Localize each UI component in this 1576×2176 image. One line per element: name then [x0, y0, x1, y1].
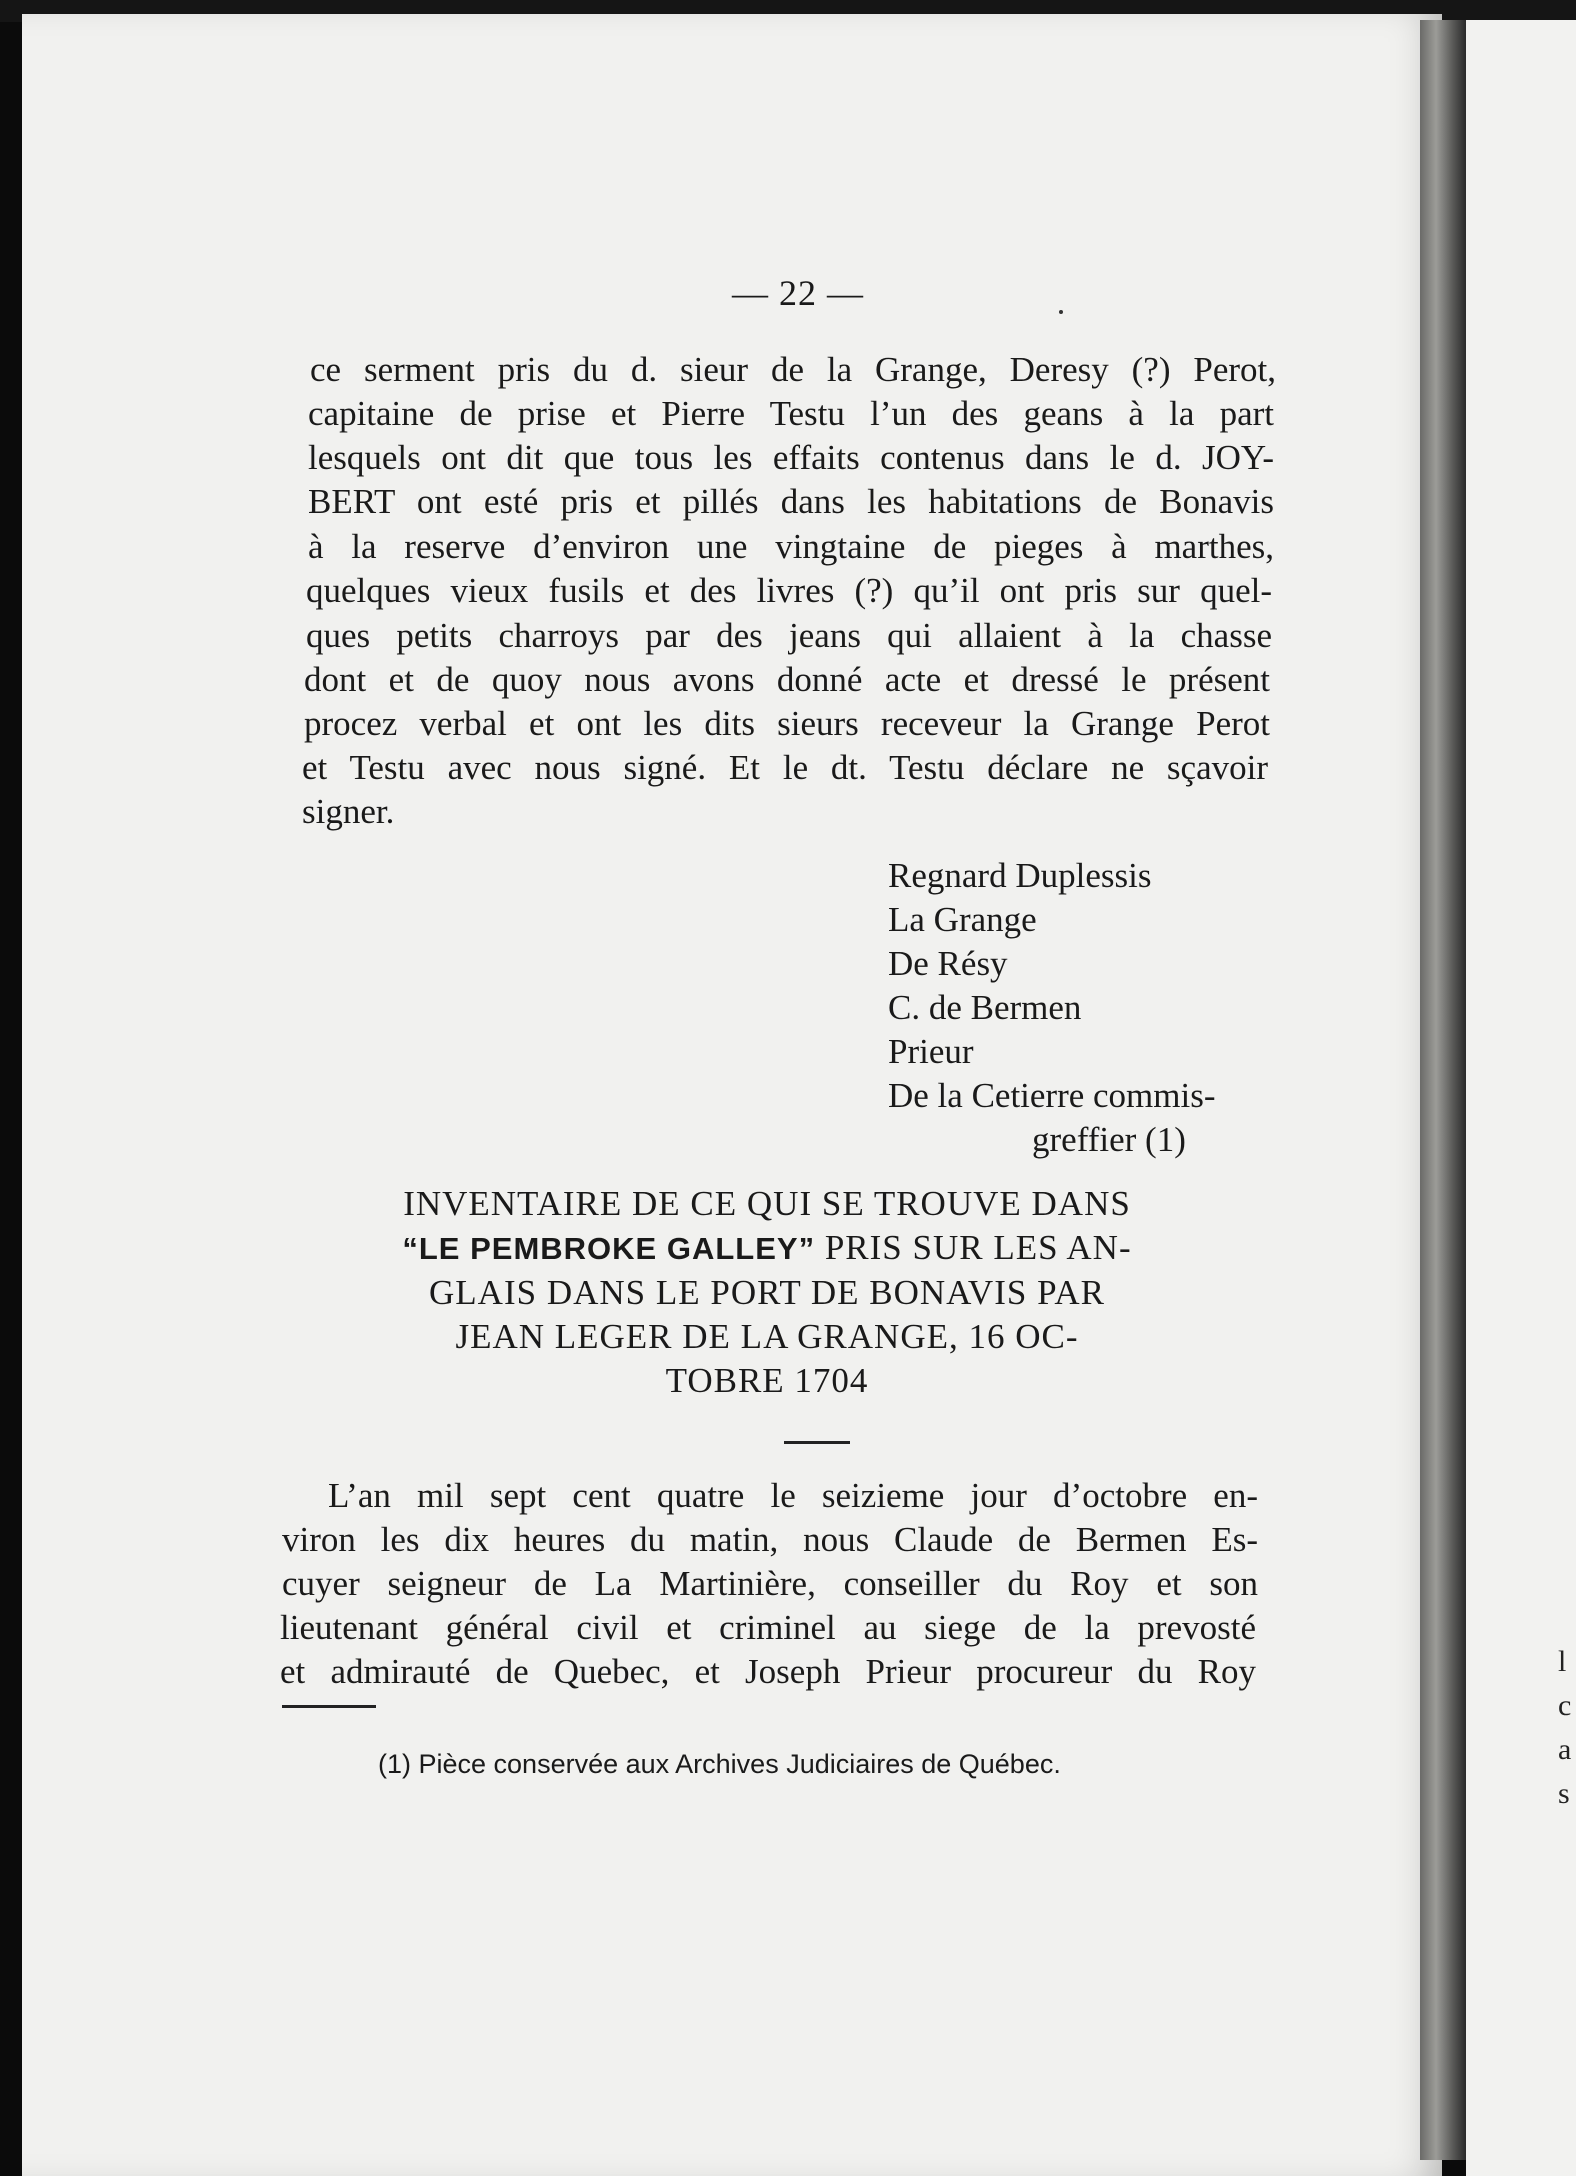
text-line: quelques vieux fusils et des livres (?) qu’il ont pris sur quel- [306, 571, 1272, 610]
adjacent-page-letter: l [1558, 1645, 1567, 1678]
title-line-rest: PRIS SUR LES AN- [815, 1228, 1132, 1267]
text-line: ce serment pris du d. sieur de la Grange, Deresy (?) Perot, [310, 350, 1276, 389]
text-line: capitaine de prise et Pierre Testu l’un des geans à la part [308, 394, 1274, 433]
text-line: signer. [302, 792, 395, 831]
title-line [322, 1226, 1212, 1271]
title-line: TOBRE 1704 [665, 1361, 869, 1400]
text-line: ques petits charroys par des jeans qui allaient à la chasse [306, 616, 1272, 655]
ink-speck [1059, 310, 1063, 314]
title-line: JEAN LEGER DE LA GRANGE, 16 OC- [455, 1317, 1079, 1356]
book-spine [1420, 20, 1466, 2160]
text-line: procez verbal et ont les dits sieurs receveur la Grange Perot [304, 704, 1270, 743]
page-number: — 22 — [732, 273, 864, 313]
signature: La Grange [888, 900, 1037, 939]
text-line: L’an mil sept cent quatre le seizieme jour d’octobre en- [328, 1476, 1258, 1515]
ship-name: “LE PEMBROKE GALLEY” [402, 1231, 816, 1266]
text-line: et Testu avec nous signé. Et le dt. Testu déclare ne sçavoir [302, 748, 1268, 787]
signature: De Résy [888, 944, 1008, 983]
text-line: BERT ont esté pris et pillés dans les habitations de Bonavis [308, 482, 1274, 521]
text-line: cuyer seigneur de La Martinière, conseiller du Roy et son [282, 1564, 1258, 1603]
section-title [322, 1182, 1212, 1403]
text-line: dont et de quoy nous avons donné acte et dressé le présent [304, 660, 1270, 699]
text-line: et admirauté de Quebec, et Joseph Prieur procureur du Roy [280, 1652, 1256, 1691]
footnote-divider [282, 1705, 376, 1708]
text-line: à la reserve d’environ une vingtaine de pieges à marthes, [308, 527, 1274, 566]
signature: greffier (1) [1032, 1120, 1186, 1159]
text-line: viron les dix heures du matin, nous Claude de Bermen Es- [282, 1520, 1258, 1559]
title-line: INVENTAIRE DE CE QUI SE TROUVE DANS [403, 1184, 1131, 1223]
book-page [22, 14, 1442, 2176]
adjacent-page-edge [1466, 20, 1576, 2176]
adjacent-page-letter: a [1558, 1733, 1572, 1766]
title-line: GLAIS DANS LE PORT DE BONAVIS PAR [429, 1273, 1105, 1312]
signature: C. de Bermen [888, 988, 1082, 1027]
title-divider [784, 1441, 850, 1444]
signature: De la Cetierre commis- [888, 1076, 1216, 1115]
adjacent-page-letter: c [1558, 1689, 1572, 1722]
signature: Regnard Duplessis [888, 856, 1152, 895]
text-line: lieutenant général civil et criminel au siege de la prevosté [280, 1608, 1256, 1647]
adjacent-page-letter: s [1558, 1777, 1570, 1810]
signature-list [888, 854, 1216, 1162]
text-line: lesquels ont dit que tous les effaits contenus dans le d. JOY- [308, 438, 1274, 477]
signature: Prieur [888, 1032, 974, 1071]
footnote: (1) Pièce conservée aux Archives Judiciaires de Québec. [378, 1749, 1061, 1779]
